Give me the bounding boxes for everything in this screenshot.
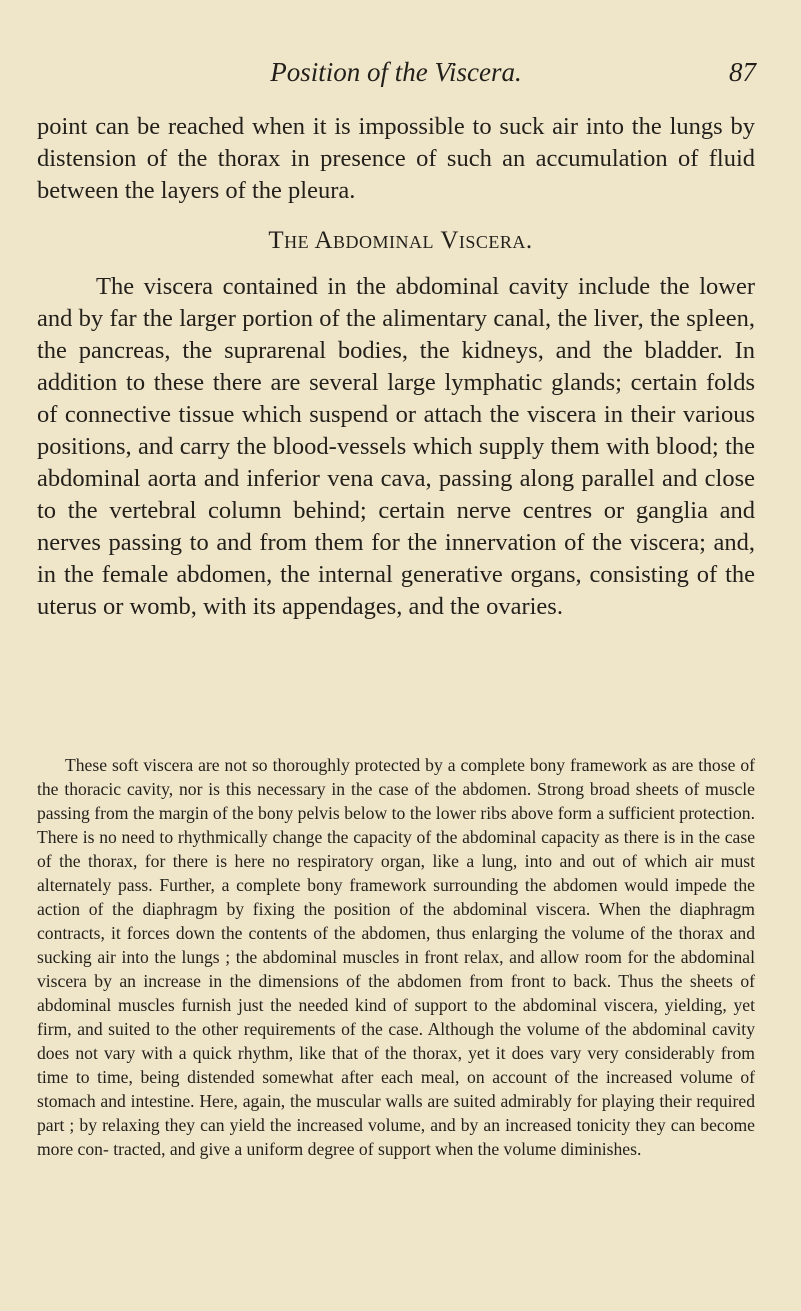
main-paragraph: The viscera contained in the abdominal cavity include the lower and by far the larger portion of the alimentary canal, the liver, the spleen, the pancreas, the suprarenal bodies, the kidneys, and the bladder. In addition to these there are several large lymphatic glands; certain folds of connective tissue which suspend or attach the viscera in their various positions, and carry the blood-vessels which supply them with blood; the abdominal aorta and inferior vena cava, passing along parallel and close to the vertebral column behind; certain nerve centres or ganglia and nerves passing to and from them for the innervation of the viscera; and, in the female abdomen, the internal generative organs, consisting of the uterus or womb, with its appendages, and the ovaries. [37,273,755,620]
continuation-paragraph: point can be reached when it is impossible to suck air into the lungs by distension of the thorax in presence of such an accumulation of fluid between the layers of the pleura. [37,113,755,204]
running-title: Position of the Viscera. [270,57,522,87]
page-number: 87 [729,57,756,87]
section-heading: The Abdominal Viscera. [268,227,533,254]
small-print-paragraph: These soft viscera are not so thoroughly protected by a complete bony framework as are those of the thoracic cavity, nor is this necessary in the case of the abdomen. Strong broad sheets of muscle passing from the margin of the bony pelvis below to the lower ribs above form a sufficient protection. There is no need to rhythmically change the capacity of the abdominal capacity as there is in the case of the thorax, for there is here no respiratory organ, like a lung, into and out of which air must alternately pass. Further, a complete bony framework surrounding the abdomen would impede the action of the diaphragm by fixing the position of the abdominal viscera. When the diaphragm contracts, it forces down the contents of the abdomen, thus enlarging the volume of the thorax and sucking air into the lungs ; the abdominal muscles in front relax, and allow room for the abdominal viscera by an increase in the dimensions of the abdomen from front to back. Thus the sheets of abdominal muscles furnish just the needed kind of support to the abdominal viscera, yielding, yet firm, and suited to the other requirements of the case. Although the volume of the abdominal cavity does not vary with a quick rhythm, like that of the thorax, yet it does vary very considerably from time to time, being distended somewhat after each meal, on account of the increased volume of stomach and intestine. Here, again, the muscular walls are suited admirably for playing their required part ; by relaxing they can yield the increased volume, and by an increased tonicity they can become more con- tracted, and give a uniform degree of support when the volume diminishes. [37,755,755,1159]
running-head [36,55,756,91]
